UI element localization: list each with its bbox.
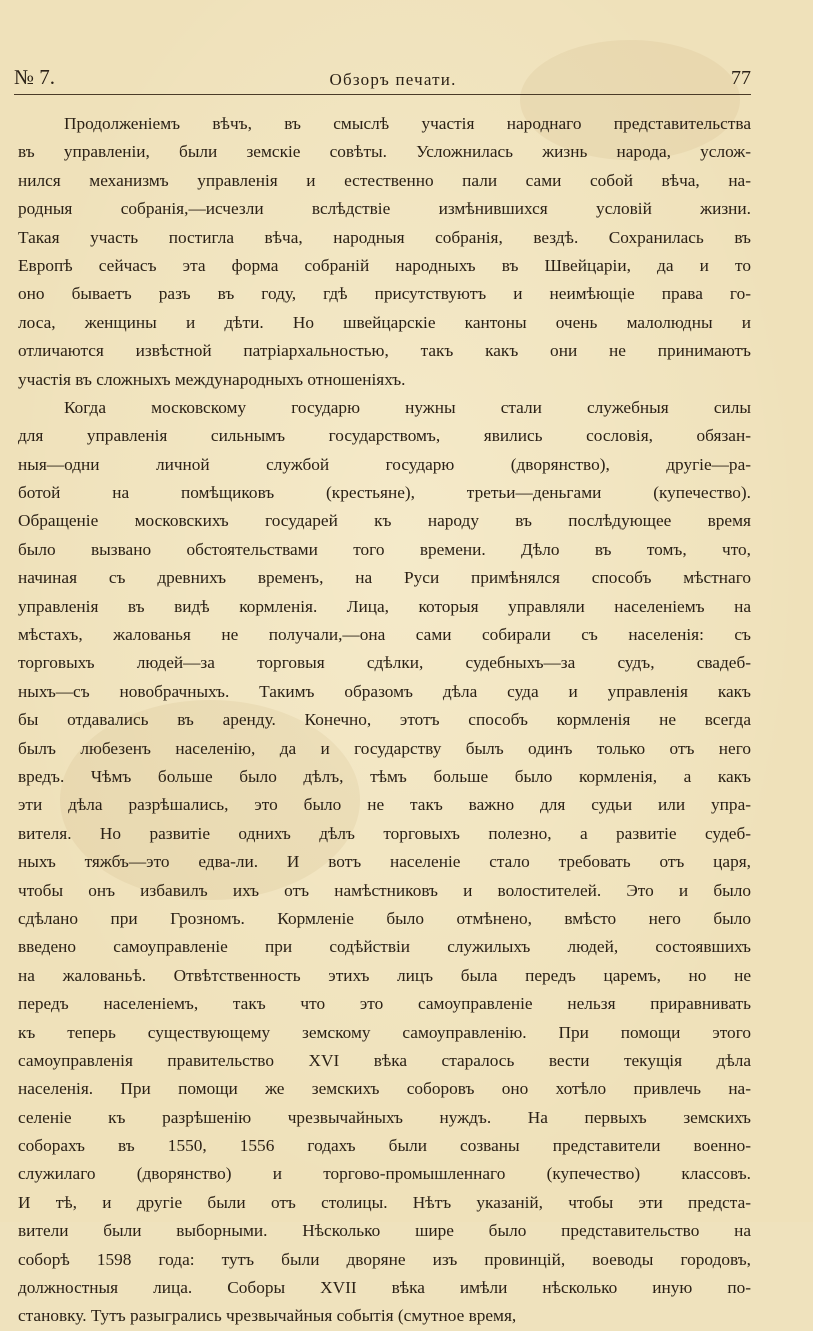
text-line: вители были выборными. Нѣсколько шире было представительство на bbox=[18, 1221, 751, 1241]
text-line: къ теперь существующему земскому самоуправленію. При помощи этого bbox=[18, 1022, 751, 1042]
text-line: мѣстахъ, жалованья не получали,—она сами собирали съ населенія: съ bbox=[18, 625, 751, 645]
text-line: отличаются извѣстной патріархальностью, такъ какъ они не принимаютъ bbox=[18, 341, 751, 361]
text-line: для управленія сильнымъ государствомъ, явились сословія, обязан- bbox=[18, 426, 751, 446]
text-line: родныя собранія,—исчезли вслѣдствіе измѣнившихся условій жизни. bbox=[18, 199, 751, 219]
text-line: сдѣлано при Грозномъ. Кормленіе было отмѣнено, вмѣсто него было bbox=[18, 908, 751, 928]
text-line: на жалованьѣ. Отвѣтственность этихъ лицъ была передъ царемъ, но не bbox=[18, 965, 751, 985]
text-line: былъ любезенъ населенію, да и государству былъ одинъ только отъ него bbox=[18, 738, 751, 758]
text-line: Европѣ сейчасъ эта форма собраній народныхъ въ Швейцаріи, да и то bbox=[18, 255, 751, 275]
text-line: должностныя лица. Соборы XVII вѣка имѣли нѣсколько иную по- bbox=[18, 1278, 751, 1298]
text-line: чтобы онъ избавилъ ихъ отъ намѣстниковъ и волостителей. Это и было bbox=[18, 880, 751, 900]
text-line: нился механизмъ управленія и естественно пали сами собой вѣча, на- bbox=[18, 170, 751, 190]
text-line: торговыхъ людей—за торговыя сдѣлки, судебныхъ—за судъ, свадеб- bbox=[18, 653, 751, 673]
article-body bbox=[18, 110, 751, 1331]
page-number: 77 bbox=[731, 67, 751, 89]
text-line: ботой на помѣщиковъ (крестьяне), третьи—деньгами (купечество). bbox=[18, 483, 751, 503]
text-line: И тѣ, и другіе были отъ столицы. Нѣтъ указаній, чтобы эти предста- bbox=[18, 1192, 751, 1212]
text-line: Продолженіемъ вѣчъ, въ смыслѣ участія народнаго представительства bbox=[64, 114, 751, 133]
text-line: самоуправленія правительство XVI вѣка старалось вести текущія дѣла bbox=[18, 1050, 751, 1070]
text-line: введено самоуправленіе при содѣйствіи служилыхъ людей, состоявшихъ bbox=[18, 937, 751, 957]
text-line: начиная съ древнихъ временъ, на Руси примѣнялся способъ мѣстнаго bbox=[18, 568, 751, 588]
text-line: соборахъ въ 1550, 1556 годахъ были созваны представители военно- bbox=[18, 1136, 751, 1156]
text-line: въ управленіи, были земскіе совѣты. Усложнилась жизнь народа, услож- bbox=[18, 142, 751, 162]
text-line: бы отдавались въ аренду. Конечно, этотъ способъ кормленія не всегда bbox=[18, 710, 751, 730]
text-line: Такая участь постигла вѣча, народныя собранія, вездѣ. Сохранилась въ bbox=[18, 227, 751, 247]
text-line: передъ населеніемъ, такъ что это самоуправленіе нельзя приравнивать bbox=[18, 994, 751, 1014]
text-line: Когда московскому государю нужны стали служебныя силы bbox=[64, 397, 751, 417]
text-line: управленія въ видѣ кормленія. Лица, которыя управляли населеніемъ на bbox=[18, 596, 751, 616]
text-line: населенія. При помощи же земскихъ соборовъ оно хотѣло привлечь на- bbox=[18, 1079, 751, 1099]
text-line: оно бываетъ разъ въ году, гдѣ присутствуютъ и неимѣющіе права го- bbox=[18, 284, 751, 304]
text-line: Обращеніе московскихъ государей къ народу въ послѣдующее время bbox=[18, 511, 751, 531]
text-line: вителя. Но развитіе однихъ дѣлъ торговыхъ полезно, а развитіе судеб- bbox=[18, 823, 751, 843]
text-line: ныхъ тяжбъ—это едва-ли. И вотъ населеніе стало требовать отъ царя, bbox=[18, 852, 751, 872]
issue-number: № 7. bbox=[14, 65, 56, 89]
text-line: эти дѣла разрѣшались, это было не такъ важно для судьи или упра- bbox=[18, 795, 751, 815]
header-title: Обзоръ печати. bbox=[329, 70, 457, 89]
text-line: вредъ. Чѣмъ больше было дѣлъ, тѣмъ больше было кормленія, а какъ bbox=[18, 766, 751, 786]
text-line: служилаго (дворянство) и торгово-промышленнаго (купечество) классовъ. bbox=[18, 1164, 751, 1184]
text-line: ныя—одни личной службой государю (дворянство), другіе—ра- bbox=[18, 454, 751, 474]
running-header bbox=[14, 60, 751, 90]
text-line: лоса, женщины и дѣти. Но швейцарскіе кантоны очень малолюдны и bbox=[18, 312, 751, 332]
text-line: участія въ сложныхъ международныхъ отношеніяхъ. bbox=[18, 369, 406, 389]
text-line: было вызвано обстоятельствами того времени. Дѣло въ томъ, что, bbox=[18, 539, 751, 559]
header-rule bbox=[14, 94, 751, 95]
text-line: соборѣ 1598 года: тутъ были дворяне изъ провинцій, воеводы городовъ, bbox=[18, 1249, 751, 1269]
text-line: становку. Тутъ разыгрались чрезвычайныя событія (смутное время, bbox=[18, 1306, 517, 1326]
text-line: селеніе къ разрѣшенію чрезвычайныхъ нуждъ. На первыхъ земскихъ bbox=[18, 1107, 751, 1127]
text-line: ныхъ—съ новобрачныхъ. Такимъ образомъ дѣла суда и управленія какъ bbox=[18, 681, 751, 701]
